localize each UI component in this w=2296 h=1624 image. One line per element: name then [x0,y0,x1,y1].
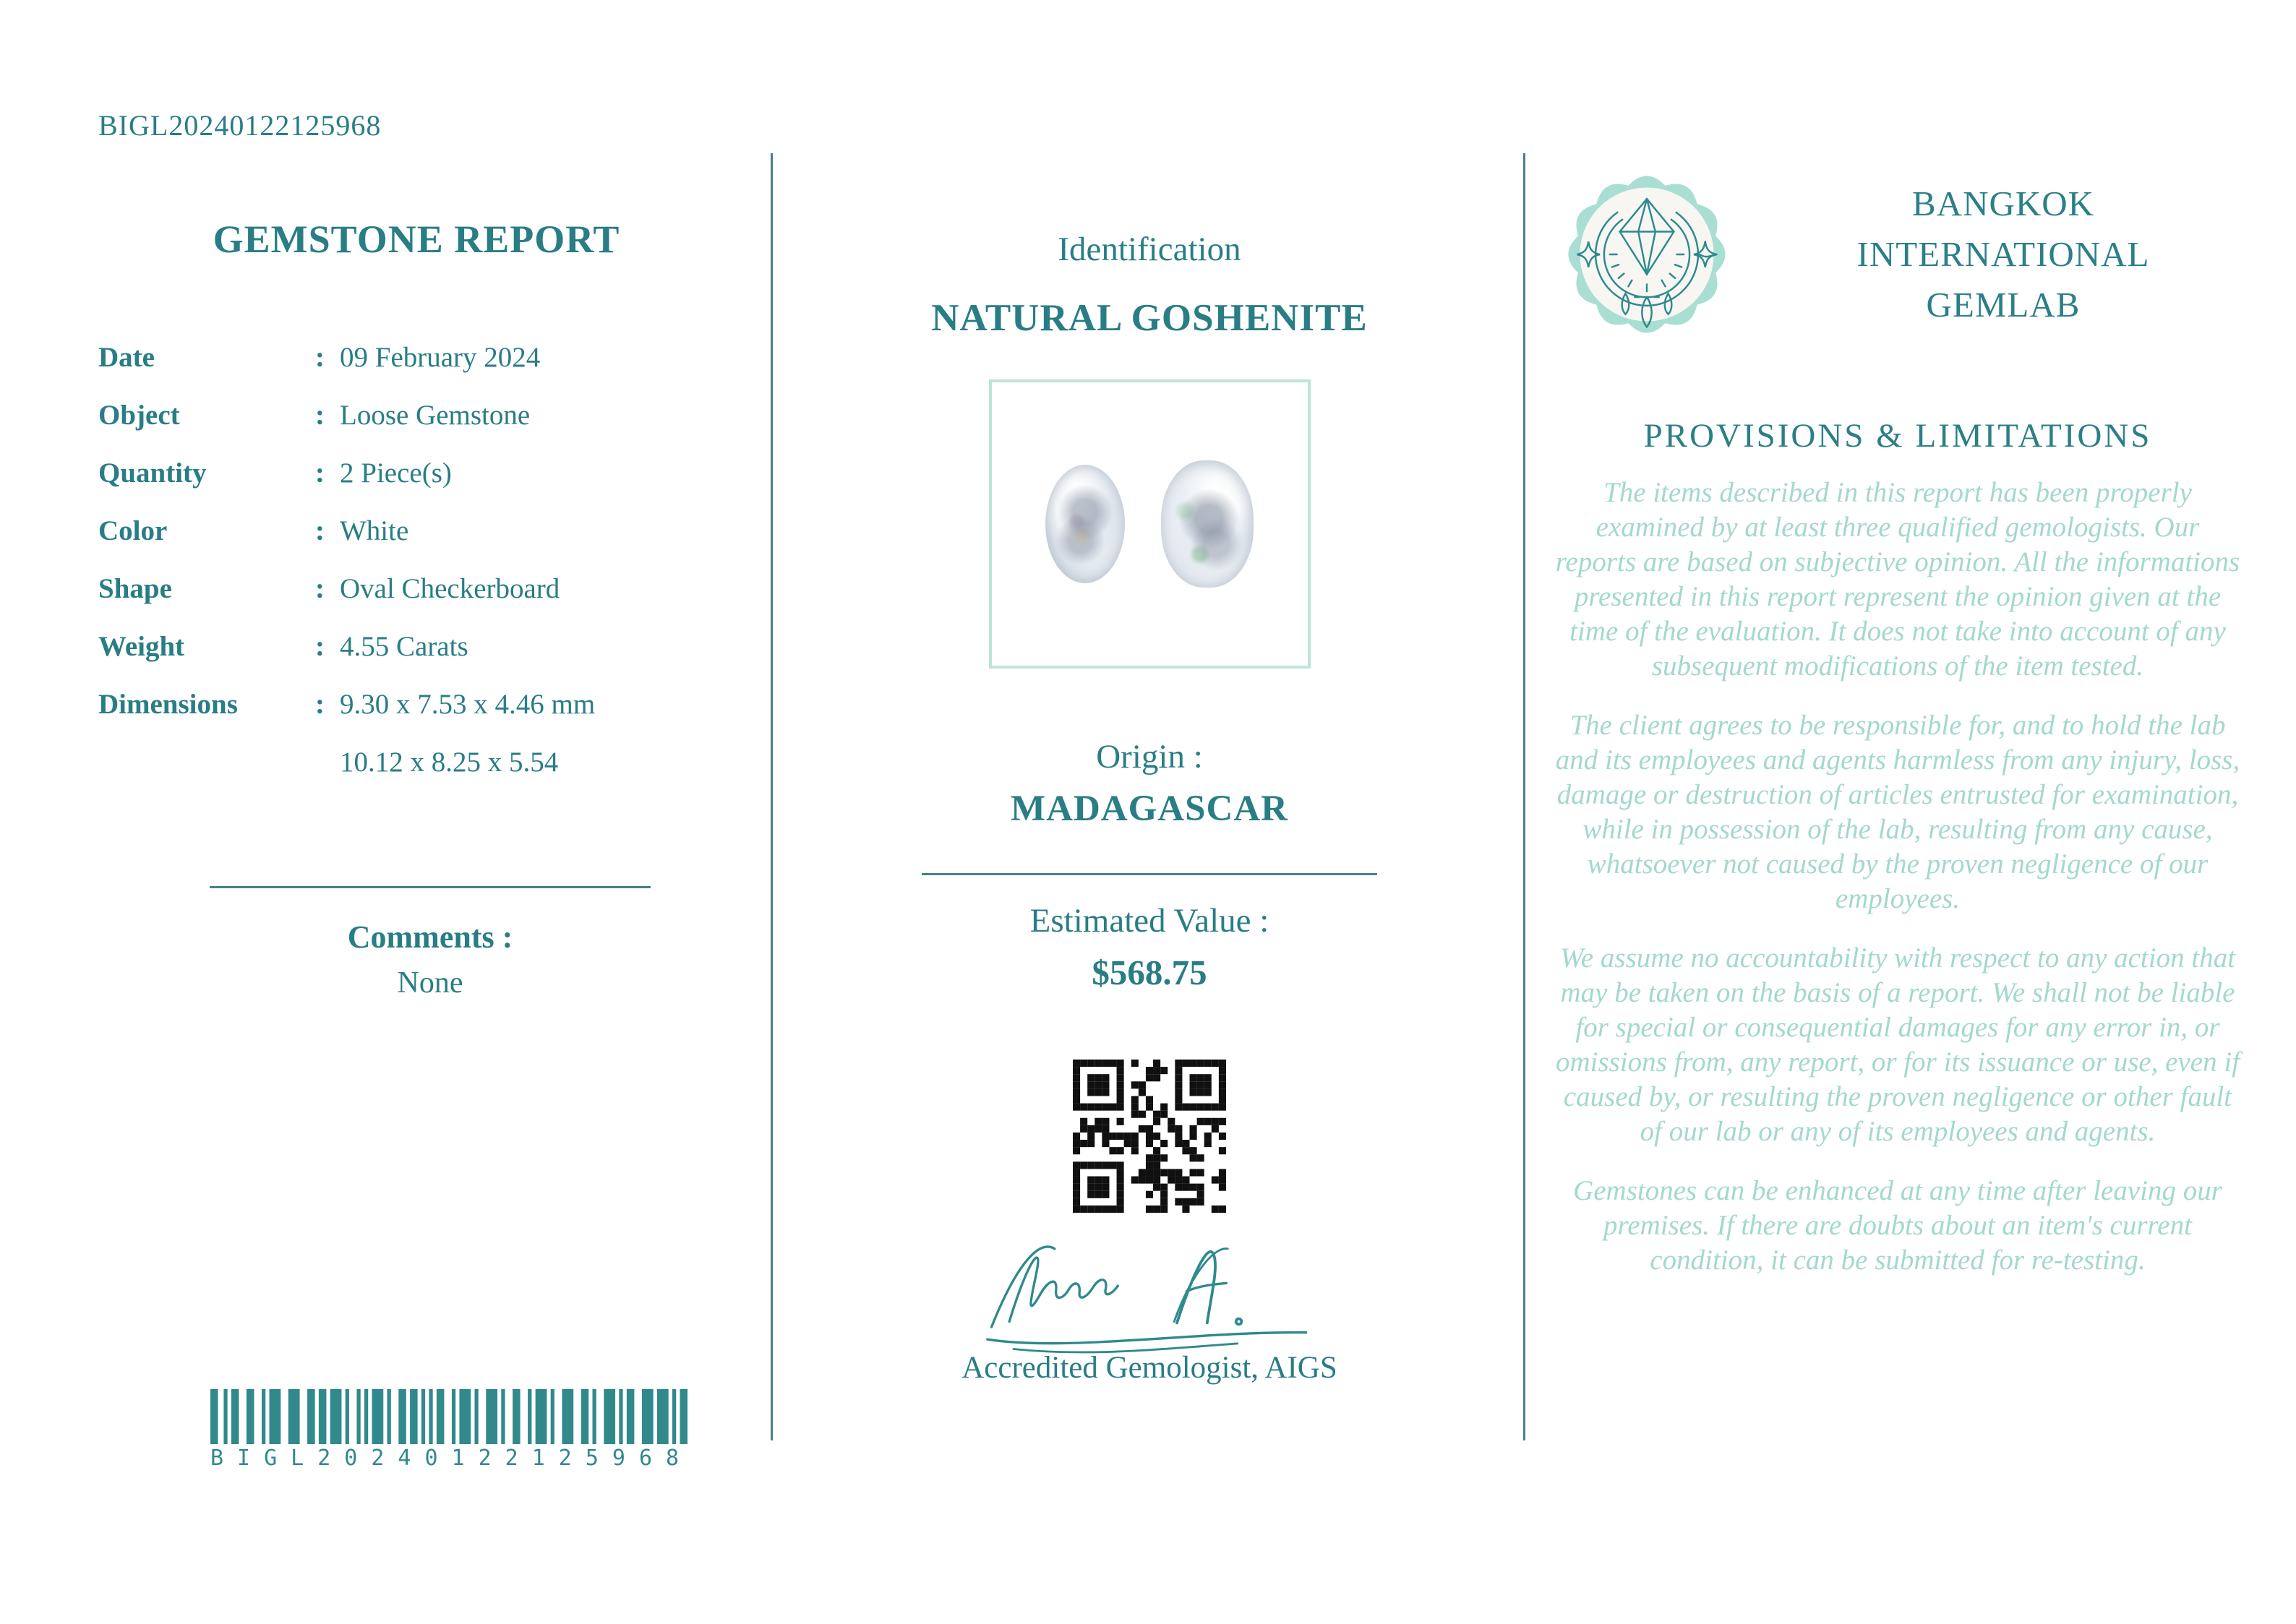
report-title: GEMSTONE REPORT [213,218,620,261]
column-divider-left [771,153,773,1440]
field-colon: : [315,457,325,489]
gemstone-photo [989,379,1311,669]
field-value: Oval Checkerboard [340,572,560,604]
lab-name-line3: GEMLAB [1926,285,2081,325]
signatory-title: Accredited Gemologist, AIGS [961,1351,1337,1385]
field-colon: : [315,341,325,373]
report-fields [98,328,727,791]
field-row-dimensions [98,675,727,733]
barcode-text: BIGL20240122125968 [210,1445,693,1471]
field-value: White [340,515,409,546]
field-row-quantity [98,444,727,502]
field-label: Color [98,515,168,546]
field-value: 09 February 2024 [340,341,541,373]
field-label: Date [98,341,155,373]
field-colon: : [315,688,325,720]
field-value: 4.55 Carats [340,630,468,662]
field-row-color [98,502,727,559]
identification-heading: Identification [1058,231,1241,268]
field-value: Loose Gemstone [340,399,531,431]
estimated-value: $568.75 [1092,953,1207,992]
field-label: Object [98,399,180,431]
comments-divider [210,886,651,888]
provisions-paragraph-3: We assume no accountability with respect to any action that may be taken on the basis of a report. We shall not be liable for special or consequential damages for any error in, or omissions from, any report, or for its issuance or use, even if caused by, or resulting the proven negligence or other fault of our lab or any of its employees and agents. [1555,942,2240,1147]
comments-label: Comments : [347,919,513,955]
lab-name-line1: BANGKOK [1912,184,2094,223]
field-colon: : [315,399,325,431]
field-label: Weight [98,630,185,662]
provisions-paragraph-4: Gemstones can be enhanced at any time after leaving our premises. If there are doubts about an item's current condition, it can be submitted for re-testing. [1573,1175,2222,1276]
field-row-weight [98,617,727,675]
lab-name [1765,179,2241,330]
gem-name: NATURAL GOSHENITE [931,297,1368,339]
comments-value: None [397,966,463,1000]
estimated-value-label: Estimated Value : [1029,902,1269,940]
identification-panel [817,0,1482,1385]
provisions-paragraph-2: The client agrees to be responsible for, and to hold the lab and its employees and agents harmless from any injury, loss, damage or destruction of articles entrusted for examination, while in possession of the lab, resulting from any cause, whatsoever not caused by the proven negligence of our employees. [1555,710,2240,914]
gemstone-right [1161,460,1254,588]
lab-panel [1554,0,2241,1302]
field-colon: : [315,572,325,604]
barcode-icon [210,1389,687,1444]
qr-code-icon [1073,1060,1226,1213]
lab-header [1554,162,2241,347]
value-divider [922,873,1377,875]
field-value: 9.30 x 7.53 x 4.46 mm [340,688,596,720]
signature-icon [961,1219,1337,1356]
gemstone-left [1045,465,1125,583]
field-label: Dimensions [98,688,238,720]
gemlab-logo-icon [1554,162,1739,347]
field-row-date [98,328,727,386]
provisions-text [1554,476,2241,1278]
field-value-line2: 10.12 x 8.25 x 5.54 [340,746,559,778]
origin-value: MADAGASCAR [1011,789,1288,829]
field-label: Quantity [98,457,207,489]
field-row-object [98,386,727,444]
field-colon: : [315,630,325,662]
field-value: 2 Piece(s) [340,457,452,489]
provisions-paragraph-1: The items described in this report has been properly examined by at least three qualified gemologists. Our reports are based on subjective opinion. All the informations presented in this report represent the opinion given at the time of the evaluation. It does not take into account of any subsequent modifications of the item tested. [1555,477,2240,682]
report-panel [98,217,727,1000]
gemologist-signature [817,1219,1482,1356]
origin-label: Origin : [1096,738,1203,776]
field-row-dimensions-line2 [98,733,727,791]
lab-name-line2: INTERNATIONAL [1856,234,2150,274]
column-divider-right [1523,153,1525,1440]
field-label: Shape [98,572,172,604]
provisions-heading: PROVISIONS & LIMITATIONS [1643,417,2152,455]
field-colon: : [315,515,325,546]
report-number: BIGL20240122125968 [98,109,382,142]
barcode [210,1389,693,1471]
field-row-shape [98,559,727,617]
